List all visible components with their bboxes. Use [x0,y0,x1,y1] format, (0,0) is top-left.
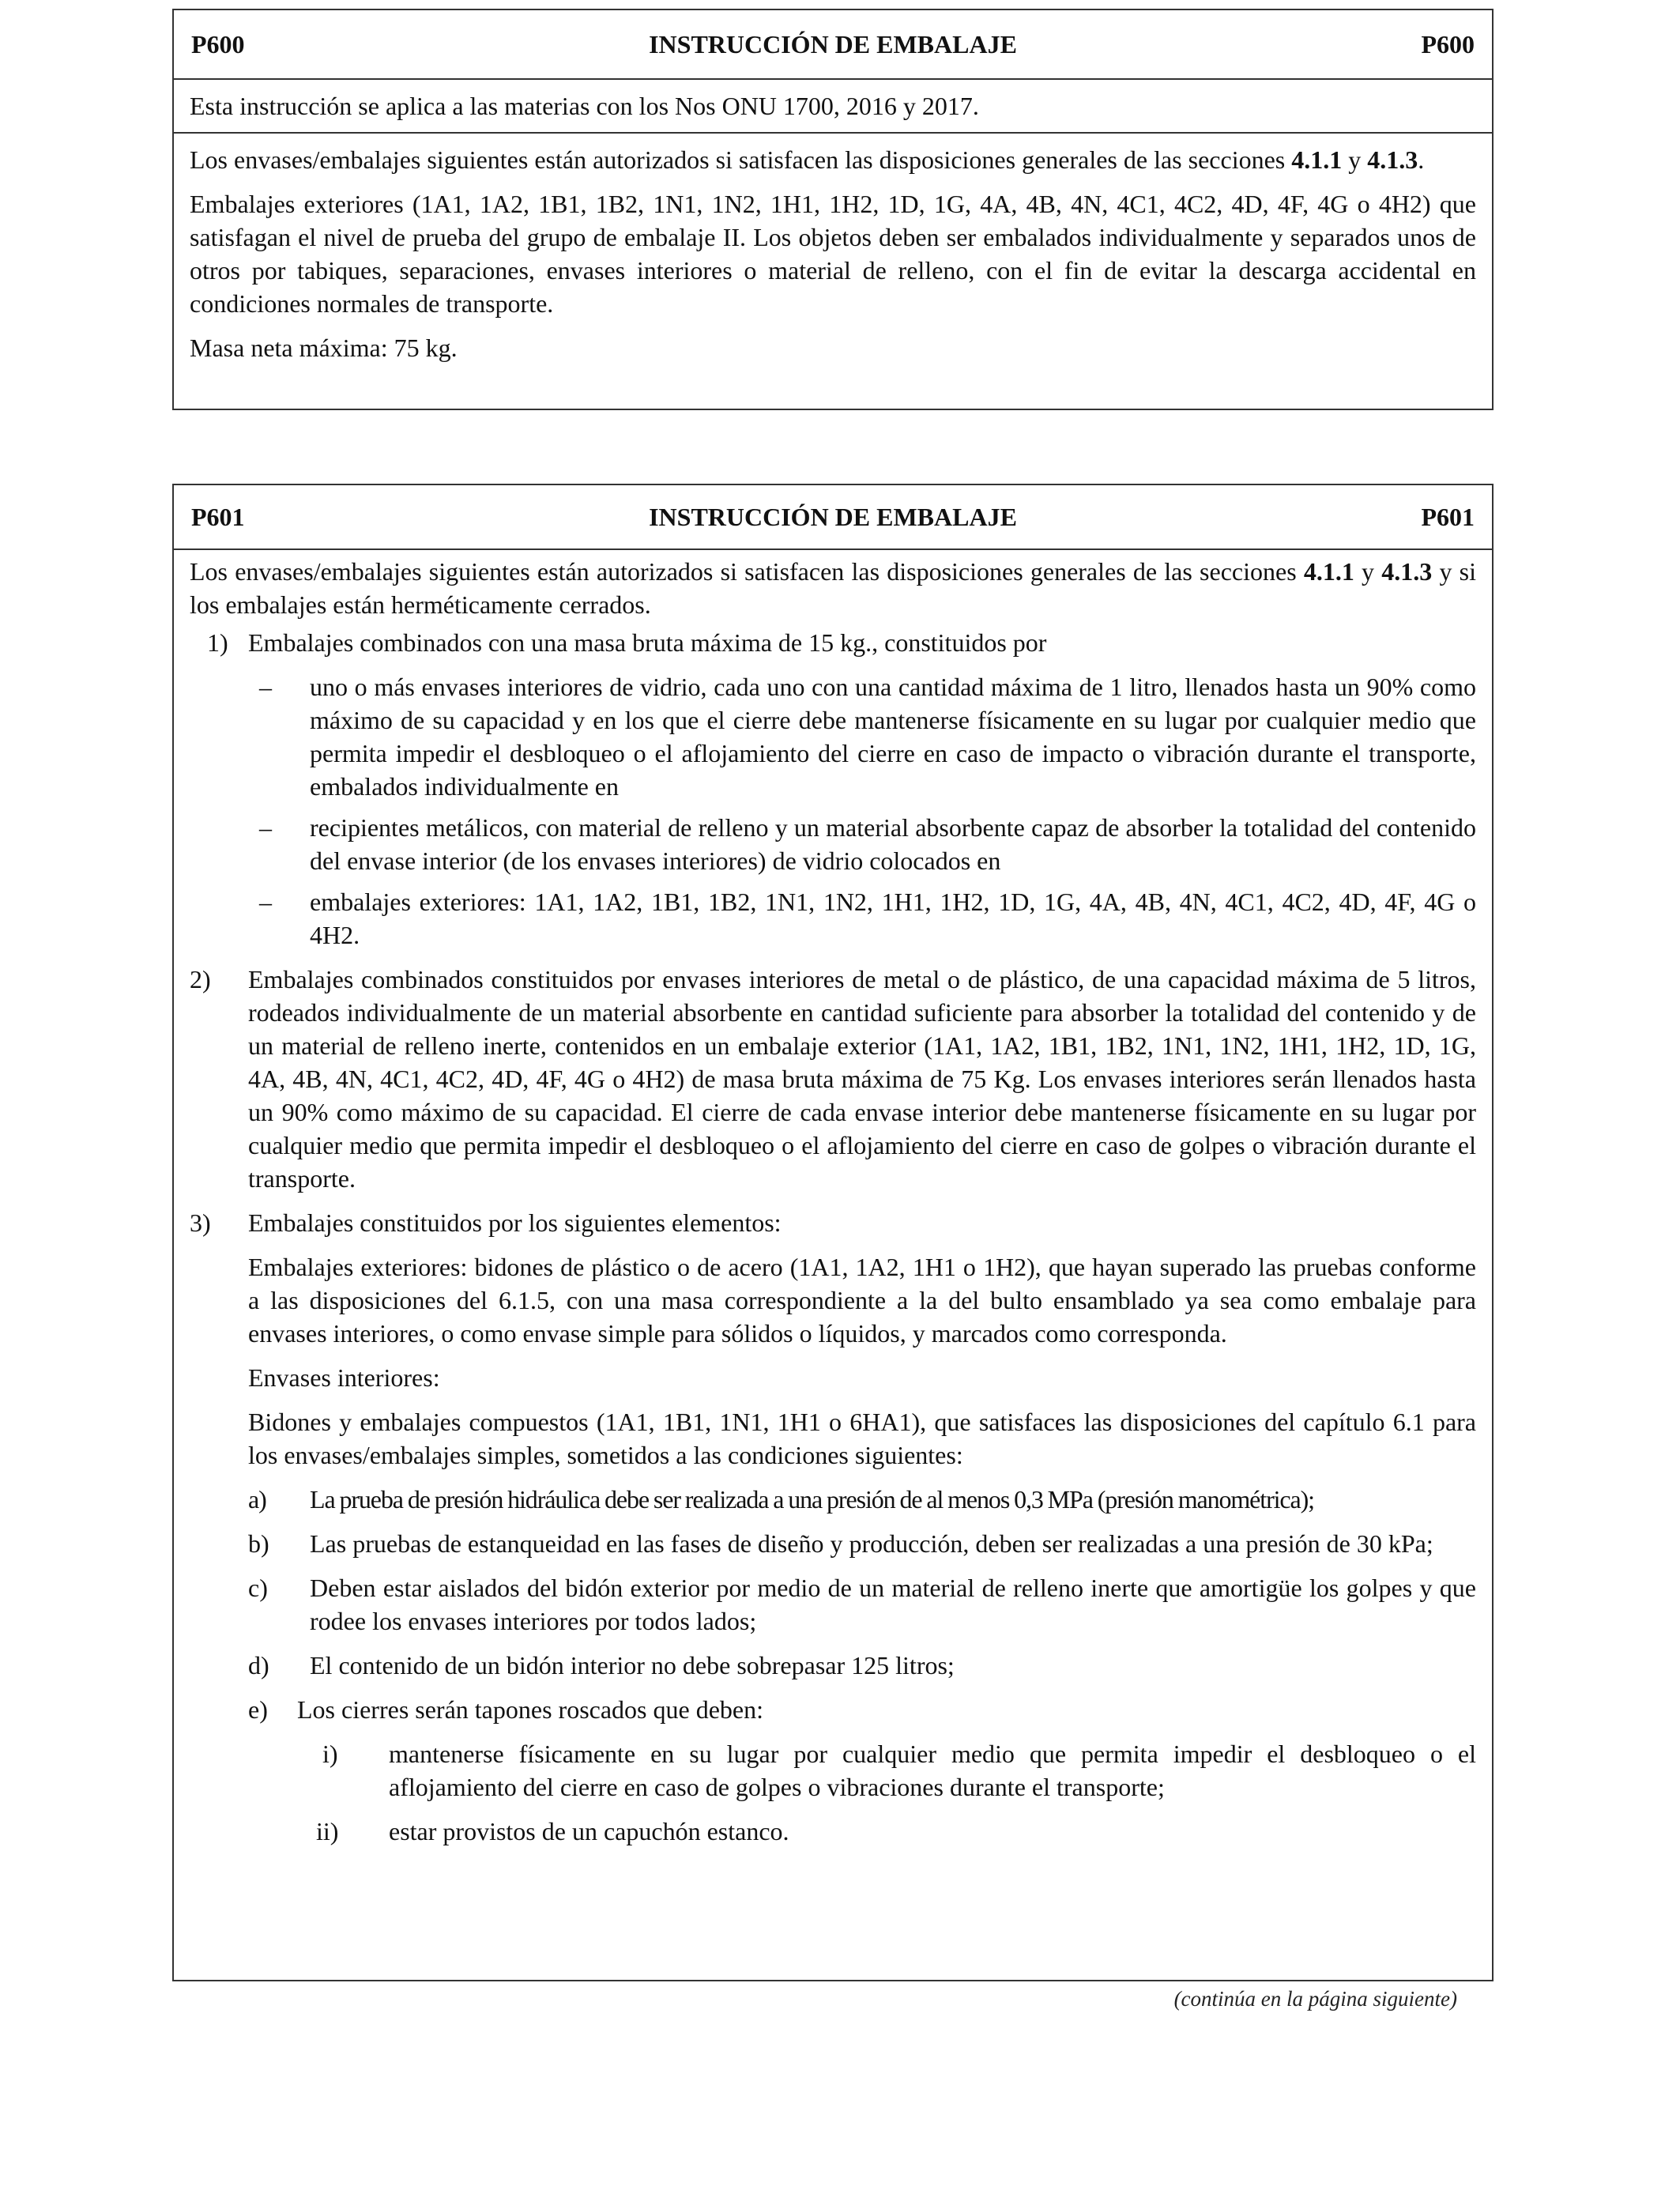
p601-condition-a [190,1483,1476,1516]
p601-section-ref-a: 4.1.1 [1303,557,1354,586]
p601-item-3-text: Embalajes constituidos por los siguientes elementos: [248,1208,782,1237]
p601-intro-conj: y [1354,557,1382,586]
p601-condition-e-letter: e) [248,1695,268,1724]
dash-bullet: – [259,813,272,842]
p600-intro-end: . [1418,145,1425,174]
p601-intro-end: y si los embalajes están herméticamente cerrados. [190,557,1477,619]
p601-item-1-dash-2 [190,811,1476,877]
p601-sub-condition-ii [190,1815,1476,1848]
p601-condition-a-text: La prueba de presión hidráulica debe ser realizada a una presión de al menos 0,3 MPa (presión manométrica); [310,1485,1314,1514]
p601-condition-b [190,1527,1476,1560]
p601-item-1-dash-1-text: uno o más envases interiores de vidrio, cada uno con una cantidad máxima de 1 litro, llenados hasta un 90% como máximo de su capacidad y en los que el cierre debe mantenerse físicamente en su lugar por cualquier medio que permita impedir el desbloqueo o el aflojamiento del cierre en caso de impacto o vibración durante el transporte, embalados individualmente en [310,673,1476,801]
p601-condition-d-text: El contenido de un bidón interior no debe sobrepasar 125 litros; [310,1651,955,1679]
p600-intro-conj: y [1342,145,1368,174]
p601-condition-b-letter: b) [248,1529,269,1558]
p601-section-ref-b: 4.1.3 [1381,557,1433,586]
p601-sub-condition-i-numeral: i) [322,1740,338,1768]
p600-scope: Esta instrucción se aplica a las materias con los Nos ONU 1700, 2016 y 2017. [190,92,979,120]
p601-item-1-dash-2-text: recipientes metálicos, con material de relleno y un material absorbente capaz de absorber la totalidad del contenido del envase interior (de los envases interiores) de vidrio colocados en [310,813,1476,875]
p600-title: INSTRUCCIÓN DE EMBALAJE [649,30,1017,58]
p600-section-ref-b: 4.1.3 [1367,145,1418,174]
packing-instruction-p600 [172,9,1494,410]
p601-sub-condition-i [190,1737,1476,1804]
dash-bullet: – [259,888,272,916]
p600-scope-row [174,80,1492,134]
p601-condition-c-letter: c) [248,1574,268,1602]
p601-item-3-inner-heading: Envases interiores: [248,1363,440,1392]
p601-item-2 [190,963,1476,1195]
p600-code-left: P600 [191,30,245,58]
p600-max-net-mass: Masa neta máxima: 75 kg. [190,334,458,362]
p601-item-1 [190,626,1476,659]
p601-code-right: P601 [1421,503,1475,531]
p601-title: INSTRUCCIÓN DE EMBALAJE [649,503,1017,531]
p601-item-1-dash-3 [190,885,1476,952]
p601-item-1-text: Embalajes combinados con una masa bruta máxima de 15 kg., constituidos por [248,628,1047,657]
packing-instruction-p601 [172,484,1494,1981]
p600-header [174,10,1492,80]
p601-body-row [174,550,1492,1848]
p601-condition-c [190,1571,1476,1638]
p601-item-3-inner-packagings: Bidones y embalajes compuestos (1A1, 1B1, 1N1, 1H1 o 6HA1), que satisfaces las disposiciones del capítulo 6.1 para los envases/embalajes simples, sometidos a las condiciones siguientes: [248,1408,1476,1469]
p601-item-1-dash-3-text: embalajes exteriores: 1A1, 1A2, 1B1, 1B2, 1N1, 1N2, 1H1, 1H2, 1D, 1G, 4A, 4B, 4N, 4C1, 4C2, 4D, 4F, 4G o 4H2. [310,888,1476,949]
p601-header [174,485,1492,550]
p601-item-3 [190,1206,1476,1239]
p601-condition-c-text: Deben estar aislados del bidón exterior por medio de un material de relleno inerte que amortigüe los golpes y que rodee los envases interiores por todos lados; [310,1574,1476,1635]
p600-intro [190,143,1476,176]
p601-intro-text: Los envases/embalajes siguientes están autorizados si satisfacen las disposiciones generales de las secciones [190,557,1304,586]
p601-item-1-number: 1) [207,628,228,657]
p600-section-ref-a: 4.1.1 [1291,145,1343,174]
p600-code-right: P600 [1421,30,1475,58]
p601-condition-a-letter: a) [248,1485,266,1514]
p601-item-1-dash-1 [190,670,1476,803]
p601-condition-d-letter: d) [248,1651,269,1679]
p600-intro-text: Los envases/embalajes siguientes están autorizados si satisfacen las disposiciones generales de las secciones [190,145,1292,174]
p601-item-3-number: 3) [190,1208,211,1237]
p601-condition-b-text: Las pruebas de estanqueidad en las fases de diseño y producción, deben ser realizadas a una presión de 30 kPa; [310,1529,1433,1558]
p601-condition-e-text: Los cierres serán tapones roscados que deben: [297,1695,763,1724]
p601-condition-e [190,1693,1476,1726]
p601-item-3-outer-packagings: Embalajes exteriores: bidones de plástico o de acero (1A1, 1A2, 1H1 o 1H2), que hayan superado las pruebas conforme a las disposiciones del 6.1.5, con una masa correspondiente a la del bulto ensamblado ya sea como embalaje para envases interiores, o como envase simple para sólidos o líquidos, y marcados como corresponda. [248,1253,1476,1348]
p600-body-row [174,134,1492,364]
p600-outer-packagings: Embalajes exteriores (1A1, 1A2, 1B1, 1B2, 1N1, 1N2, 1H1, 1H2, 1D, 1G, 4A, 4B, 4N, 4C1, 4C2, 4D, 4F, 4G o 4H2) que satisfagan el nivel de prueba del grupo de embalaje II. Los objetos deben ser embalados individualmente y separados unos de otros por tabiques, separaciones, envases interiores o material de relleno, con el fin de evitar la descarga accidental en condiciones normales de transporte. [190,190,1476,318]
p601-code-left: P601 [191,503,245,531]
continued-note: (continúa en la página siguiente) [1173,1987,1457,2011]
p601-item-2-text: Embalajes combinados constituidos por envases interiores de metal o de plástico, de una capacidad máxima de 5 litros, rodeados individualmente de un material absorbente en cantidad suficiente para absorber la totalidad del contenido y de un material de relleno inerte, contenidos en un embalaje exterior (1A1, 1A2, 1B1, 1B2, 1N1, 1N2, 1H1, 1H2, 1D, 1G, 4A, 4B, 4N, 4C1, 4C2, 4D, 4F, 4G o 4H2) de masa bruta máxima de 75 Kg. Los envases interiores serán llenados hasta un 90% como máximo de su capacidad. El cierre de cada envase interior debe mantenerse físicamente en su lugar por cualquier medio que permita impedir el desbloqueo o el aflojamiento del cierre en caso de golpes o vibración durante el transporte. [248,965,1476,1193]
p601-sub-condition-ii-text: estar provistos de un capuchón estanco. [389,1817,789,1845]
p601-intro [190,555,1476,621]
p601-sub-condition-i-text: mantenerse físicamente en su lugar por cualquier medio que permita impedir el desbloqueo o el aflojamiento del cierre en caso de golpes o vibraciones durante el transporte; [389,1740,1476,1801]
p601-sub-condition-ii-numeral: ii) [316,1817,339,1845]
p601-condition-d [190,1649,1476,1682]
dash-bullet: – [259,673,272,701]
p601-item-2-number: 2) [190,965,211,993]
